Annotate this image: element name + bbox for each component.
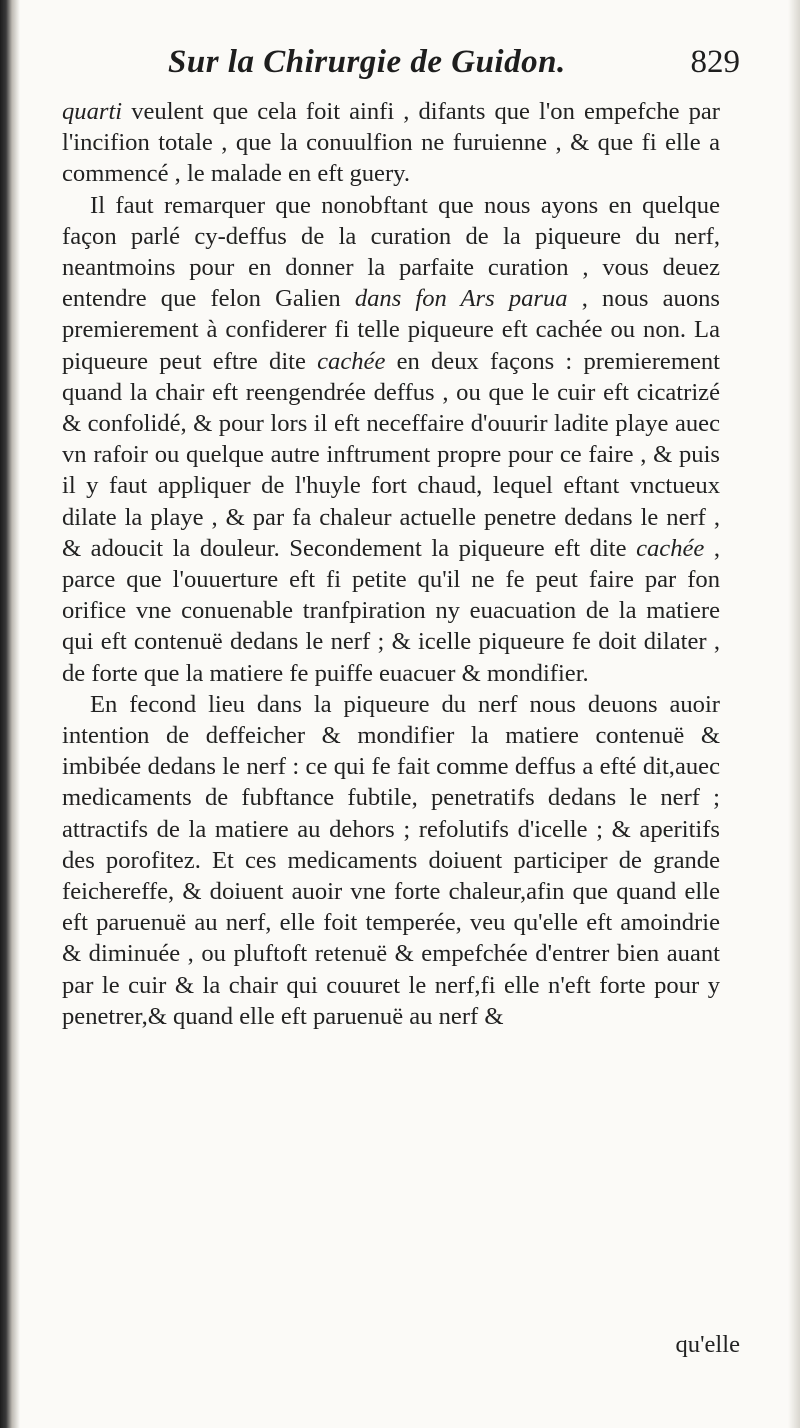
- text-segment: En fecond lieu dans la piqueure du nerf nous deuons auoir intention de deffeicher & mondifier la matiere contenuë & imbibée dedans le nerf : ce qui fe fait comme deffus a efté dit,auec medicaments de fubftance fubtile, penetratifs dedans le nerf ; attractifs de la matiere au dehors ; refolutifs d'icelle ; & aperitifs des porofitez. Et ces medicaments doiuent participer de grande feichereffe, & doiuent auoir vne forte chaleur,afin que quand elle eft paruenuë au nerf, elle foit temperée, veu qu'elle eft amoindrie & diminuée , ou pluftoft retenuë & empefchée d'entrer bien auant par le cuir & la chair qui couuret le nerf,fi elle n'eft forte pour y penetrer,& quand elle eft paruenuë au nerf &: [62, 690, 720, 1030]
- text-segment: , nous auons premierement à confiderer fi telle piqueure eft cachée ou non. La piqueure peut eftre dite: [62, 285, 720, 375]
- catchword: qu'elle: [675, 1331, 740, 1358]
- page-gutter-shadow: [0, 0, 20, 1428]
- paragraph: [62, 190, 720, 689]
- italic-text-segment: dans fon Ars parua: [354, 285, 568, 313]
- page-header: [58, 44, 760, 92]
- italic-text-segment: cachée: [636, 534, 705, 562]
- paragraph: [62, 96, 720, 190]
- italic-text-segment: cachée: [317, 347, 386, 375]
- text-segment: en deux façons : premierement quand la chair eft reengendrée deffus , ou que le cuir eft cicatrizé & confolidé, & pour lors il eft neceffaire d'ouurir ladite playe auec vn rafoir ou quelque autre inftrument propre pour ce faire , & puis il y faut appliquer de l'huyle fort chaud, lequel eftant vnctueux dilate la playe , & par fa chaleur actuelle penetre dedans le nerf , & adoucit la douleur. Secondement la piqueure eft dite: [62, 347, 721, 562]
- italic-text-segment: quarti: [62, 98, 123, 125]
- text-segment: veulent que cela foit ainfi , difants que l'on empefche par l'incifion totale , que la conuulfion ne furuienne , & que fi elle a commencé , le malade en eft guery.: [62, 98, 720, 188]
- text-segment: Il faut remarquer que nonobftant que nous ayons en quelque façon parlé cy-deffus de la curation de la piqueure du nerf, neantmoins pour en donner la parfaite curation , vous deuez entendre que felon Galien: [62, 191, 720, 313]
- running-title: Sur la Chirurgie de Guidon.: [168, 44, 566, 80]
- text-segment: , parce que l'ouuerture eft fi petite qu'il ne fe peut faire par fon orifice vne conuenable tranfpiration ny euacuation de la matiere qui eft contenuë dedans le nerf ; & icelle piqueure fe doit dilater , de forte que la matiere fe puiffe euacuer & mondifier.: [62, 534, 721, 687]
- page-number: 829: [690, 44, 740, 80]
- body-text: [62, 96, 720, 1032]
- paragraph: [62, 689, 720, 1032]
- page-edge: [788, 0, 800, 1428]
